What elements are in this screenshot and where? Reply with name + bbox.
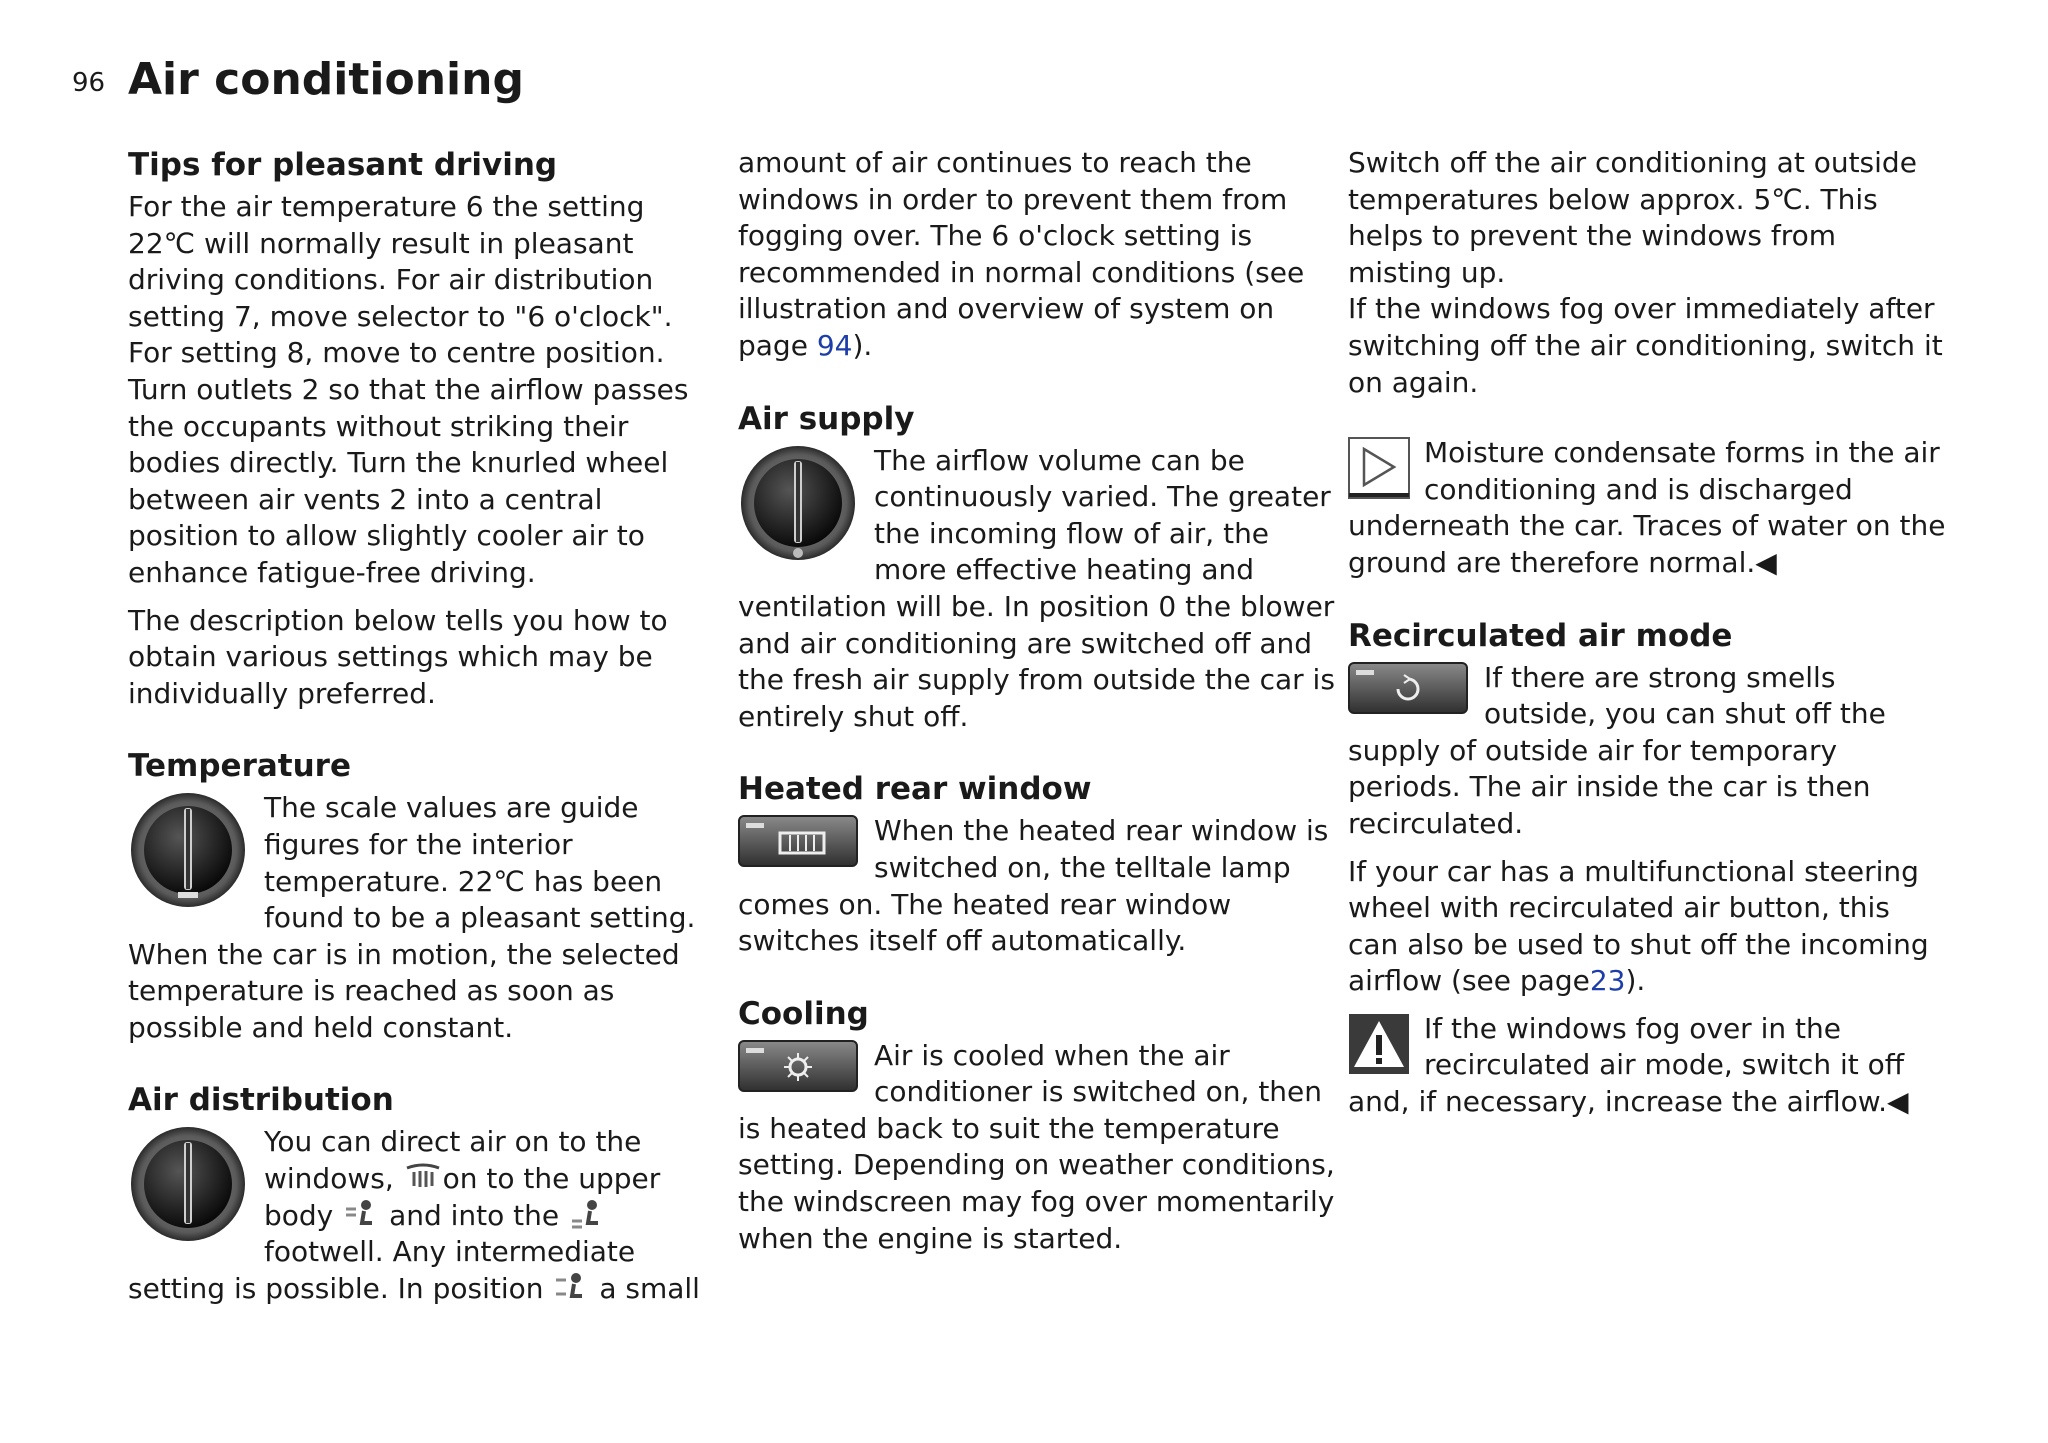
cooling-heading: Cooling	[738, 995, 869, 1032]
fog-paragraph: If the windows fog over immediately after switching off the air conditioning, switch it on again.	[1348, 292, 1943, 399]
warning-icon	[1348, 1013, 1410, 1075]
switch-off-paragraph: Switch off the air conditioning at outside temperatures below approx. 5℃. This helps to prevent the windows from misting up.	[1348, 146, 1917, 289]
air-supply-text: The airflow volume can be continuously varied. The greater the incoming flow of air, the more effective heating and ventilation will be. In position 0 the blower and air conditioning are switched off and the fresh air supply from outside the car is entirely shut off.	[738, 443, 1335, 733]
recirculated-paragraph-2: If your car has a multifunctional steering wheel with recirculated air button, this can also be used to shut off the incoming airflow (see page23).	[1348, 854, 1929, 998]
air-distribution-heading: Air distribution	[128, 1082, 394, 1119]
recirculation-button-icon	[1348, 662, 1468, 714]
blower-knob-icon	[738, 445, 860, 563]
tips-heading: Tips for pleasant driving	[128, 147, 558, 183]
upper-body-vent-icon	[344, 1199, 378, 1229]
page-title: Air conditioning	[128, 54, 524, 105]
cooling-text: Air is cooled when the air conditioner is switched on, then is heated back to suit the temperature setting. Depending on weather conditions, the windscreen may fog over momentarily when the engine is started.	[738, 1038, 1335, 1255]
end-mark-icon: ◀	[1887, 1085, 1909, 1119]
tips-paragraph-2: The description below tells you how to obtain various settings which may be individually preferred.	[128, 603, 668, 710]
combined-vent-icon	[554, 1272, 588, 1302]
warning-text: If the windows fog over in the recirculated air mode, switch it off and, if necessary, increase the airflow.◀	[1348, 1011, 1909, 1119]
page-number: 96	[72, 68, 106, 98]
page-23-link[interactable]: 23	[1589, 964, 1626, 998]
note-arrow-icon	[1348, 437, 1410, 499]
page-94-link[interactable]: 94	[816, 328, 853, 362]
recirculated-paragraph-1: If there are strong smells outside, you can shut off the supply of outside air for temporary periods. The air inside the car is then recirculated.	[1348, 660, 1886, 840]
column-3	[1348, 145, 1948, 1121]
temperature-heading: Temperature	[128, 748, 351, 785]
column-1	[128, 145, 718, 1307]
tips-paragraph-1: For the air temperature 6 the setting 22℃ will normally result in pleasant driving conditions. For air distribution setting 7, move selector to "6 o'clock". For setting 8, move to centre position. Turn outlets 2 so that the airflow passes the occupants without striking their bodies directly. Turn the knurled wheel between air vents 2 into a central position to allow slightly cooler air to enhance fatigue-free driving.	[128, 190, 689, 589]
heated-rear-window-heading: Heated rear window	[738, 771, 1092, 808]
air-distribution-text: You can direct air on to the windows, on to the upper body and into the footwell. Any intermediate setting is possible. In position a small	[128, 1125, 700, 1305]
condensate-note: Moisture condensate forms in the air conditioning and is discharged underneath the car. Traces of water on the ground are therefore normal.◀	[1348, 436, 1946, 579]
recirculated-air-heading: Recirculated air mode	[1348, 617, 1733, 654]
end-mark-icon: ◀	[1755, 545, 1777, 579]
air-distribution-knob-icon	[128, 1126, 250, 1244]
temperature-text: The scale values are guide figures for the interior temperature. 22℃ has been found to be a pleasant setting. When the car is in motion, the selected temperature is reached as soon as possible and held constant.	[128, 791, 696, 1044]
footwell-vent-icon	[570, 1199, 604, 1229]
cooling-button-icon	[738, 1040, 858, 1092]
heated-rear-window-text: When the heated rear window is switched on, the telltale lamp comes on. The heated rear window switches itself off automatically.	[738, 814, 1329, 958]
air-distribution-continued: amount of air continues to reach the windows in order to prevent them from fogging over. The 6 o'clock setting is recommended in normal conditions (see illustration and overview of system on page 94).	[738, 146, 1305, 362]
column-2	[738, 145, 1338, 1257]
heated-rear-window-button-icon	[738, 815, 858, 867]
windscreen-defrost-icon	[405, 1162, 441, 1192]
air-supply-heading: Air supply	[738, 400, 915, 437]
temperature-knob-icon	[128, 792, 250, 910]
